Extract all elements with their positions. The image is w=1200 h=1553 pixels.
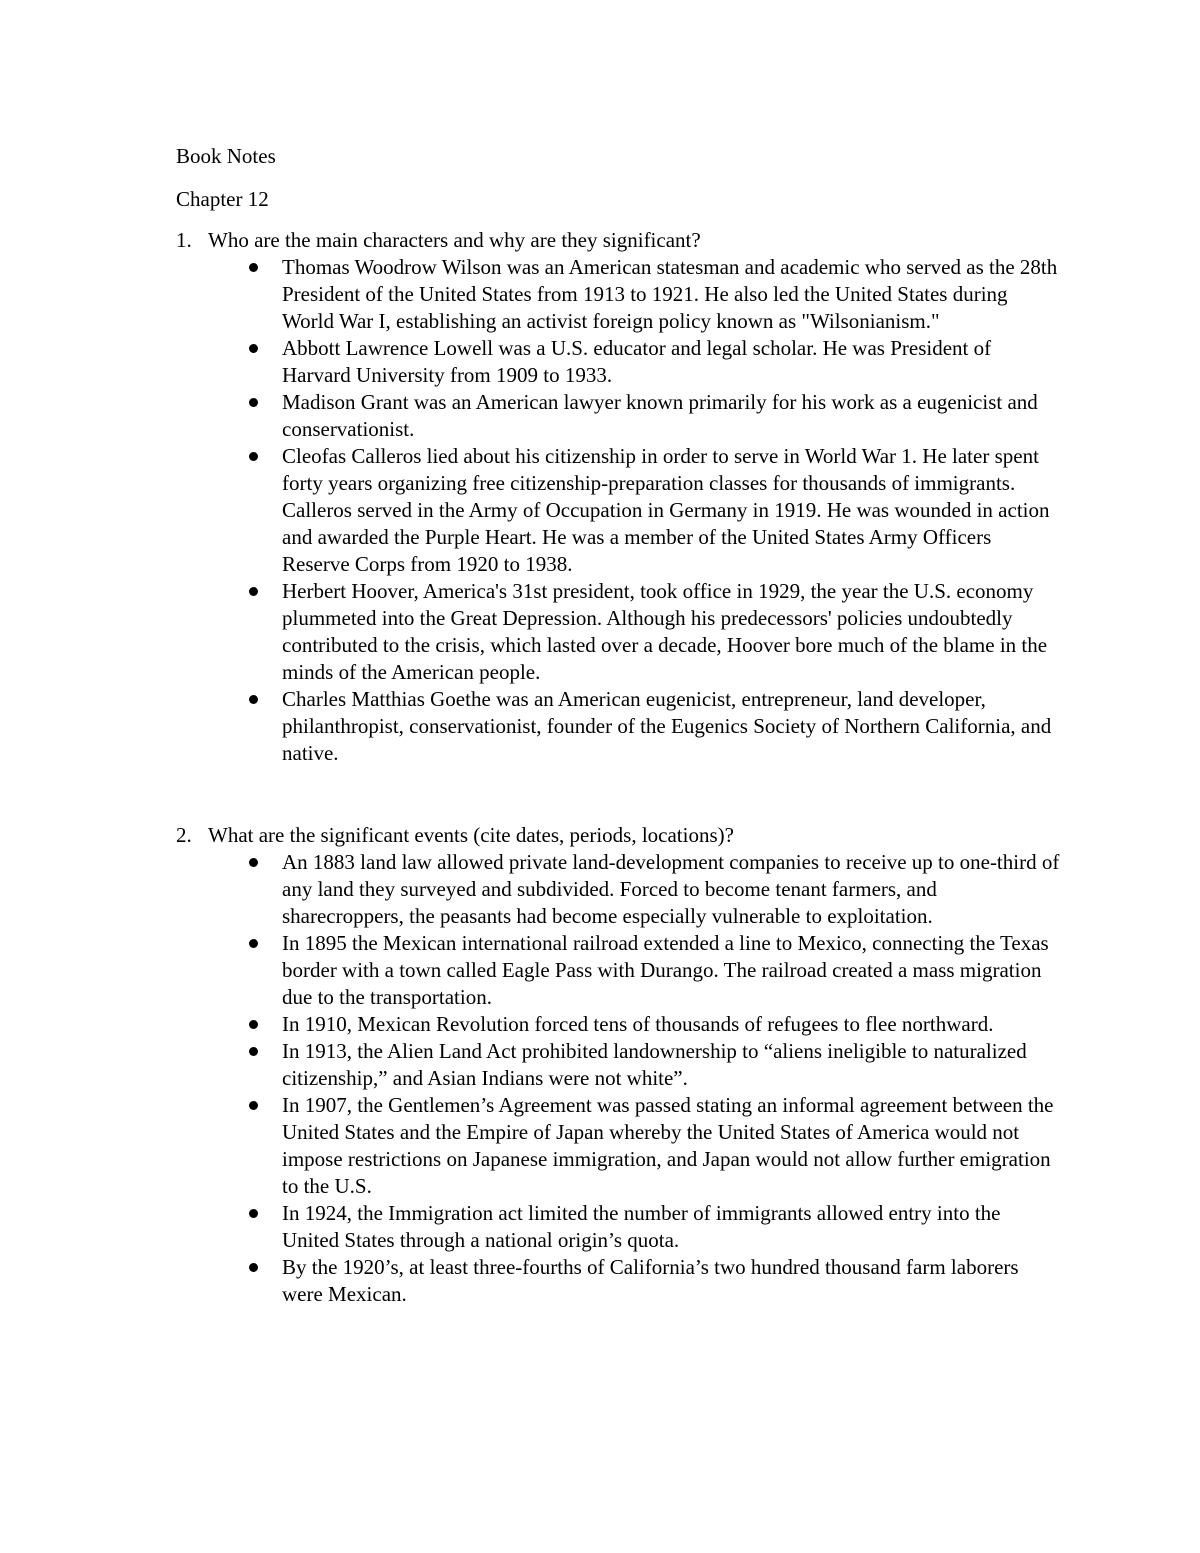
list-item-text: Charles Matthias Goethe was an American eugenicist, entrepreneur, land developer, philanthropist, conservationist, founder of the Eugenics Society of Northern California, and native. xyxy=(282,687,1052,765)
list-item xyxy=(176,578,1062,686)
list-item xyxy=(176,335,1062,389)
list-item xyxy=(176,1200,1062,1254)
list-item xyxy=(176,254,1062,335)
bullet-icon xyxy=(249,587,258,596)
bullet-icon xyxy=(249,398,258,407)
list-item xyxy=(176,389,1062,443)
bullet-icon xyxy=(249,695,258,704)
list-item-text: In 1907, the Gentlemen’s Agreement was passed stating an informal agreement between the United States and the Empire of Japan whereby the United States of America would not impose restrictions on Japanese immigration, and Japan would not allow further emigration to the U.S. xyxy=(282,1093,1054,1198)
bullet-icon xyxy=(249,1020,258,1029)
question-2-number: 2. xyxy=(176,823,192,847)
list-item-text: In 1924, the Immigration act limited the number of immigrants allowed entry into the United States through a national origin’s quota. xyxy=(282,1201,1001,1252)
bullet-icon xyxy=(249,1263,258,1272)
list-item xyxy=(176,849,1062,930)
list-item-text: Herbert Hoover, America's 31st president, took office in 1929, the year the U.S. economy plummeted into the Great Depression. Although his predecessors' policies undoubtedly contributed to the crisis, which lasted over a decade, Hoover bore much of the blame in the minds of the American people. xyxy=(282,579,1048,684)
bullet-icon xyxy=(249,939,258,948)
bullet-icon xyxy=(249,452,258,461)
chapter-heading: Chapter 12 xyxy=(176,187,269,211)
list-item-text: Cleofas Calleros lied about his citizenship in order to serve in World War 1. He later spent forty years organizing free citizenship-preparation classes for thousands of immigrants. Calleros served in the Army of Occupation in Germany in 1919. He was wounded in action and awarded the Purple Heart. He was a member of the United States Army Officers Reserve Corps from 1920 to 1938. xyxy=(282,444,1050,576)
list-item xyxy=(176,1254,1062,1308)
list-item-text: Madison Grant was an American lawyer known primarily for his work as a eugenicist and conservationist. xyxy=(282,390,1038,441)
list-item-text: By the 1920’s, at least three-fourths of California’s two hundred thousand farm laborers were Mexican. xyxy=(282,1255,1019,1306)
list-item xyxy=(176,1038,1062,1092)
list-item xyxy=(176,686,1062,767)
list-item xyxy=(176,443,1062,578)
bullet-icon xyxy=(249,858,258,867)
bullet-icon xyxy=(249,344,258,353)
question-2-answers xyxy=(176,849,1076,1308)
list-item-text: Thomas Woodrow Wilson was an American statesman and academic who served as the 28th President of the United States from 1913 to 1921. He also led the United States during World War I, establishing an activist foreign policy known as "Wilsonianism." xyxy=(282,255,1058,333)
question-2-header xyxy=(176,822,1076,849)
question-2-text: What are the significant events (cite dates, periods, locations)? xyxy=(208,823,734,847)
question-1 xyxy=(176,227,1076,767)
bullet-icon xyxy=(249,1101,258,1110)
question-2 xyxy=(176,822,1076,1308)
question-1-answers xyxy=(176,254,1076,767)
question-1-text: Who are the main characters and why are they significant? xyxy=(208,228,701,252)
list-item-text: An 1883 land law allowed private land-development companies to receive up to one-third of any land they surveyed and subdivided. Forced to become tenant farmers, and sharecroppers, the peasants had become especially vulnerable to exploitation. xyxy=(282,850,1060,928)
question-1-header xyxy=(176,227,1076,254)
bullet-icon xyxy=(249,1209,258,1218)
list-item-text: In 1913, the Alien Land Act prohibited landownership to “aliens ineligible to naturalized citizenship,” and Asian Indians were not white”. xyxy=(282,1039,1027,1090)
list-item-text: In 1910, Mexican Revolution forced tens of thousands of refugees to flee northward. xyxy=(282,1012,994,1036)
list-item-text: In 1895 the Mexican international railroad extended a line to Mexico, connecting the Texas border with a town called Eagle Pass with Durango. The railroad created a mass migration due to the transportation. xyxy=(282,931,1049,1009)
document-title: Book Notes xyxy=(176,144,276,168)
bullet-icon xyxy=(249,263,258,272)
question-1-number: 1. xyxy=(176,228,192,252)
bullet-icon xyxy=(249,1047,258,1056)
list-item xyxy=(176,1011,1062,1038)
list-item xyxy=(176,1092,1062,1200)
list-item xyxy=(176,930,1062,1011)
list-item-text: Abbott Lawrence Lowell was a U.S. educator and legal scholar. He was President of Harvard University from 1909 to 1933. xyxy=(282,336,992,387)
